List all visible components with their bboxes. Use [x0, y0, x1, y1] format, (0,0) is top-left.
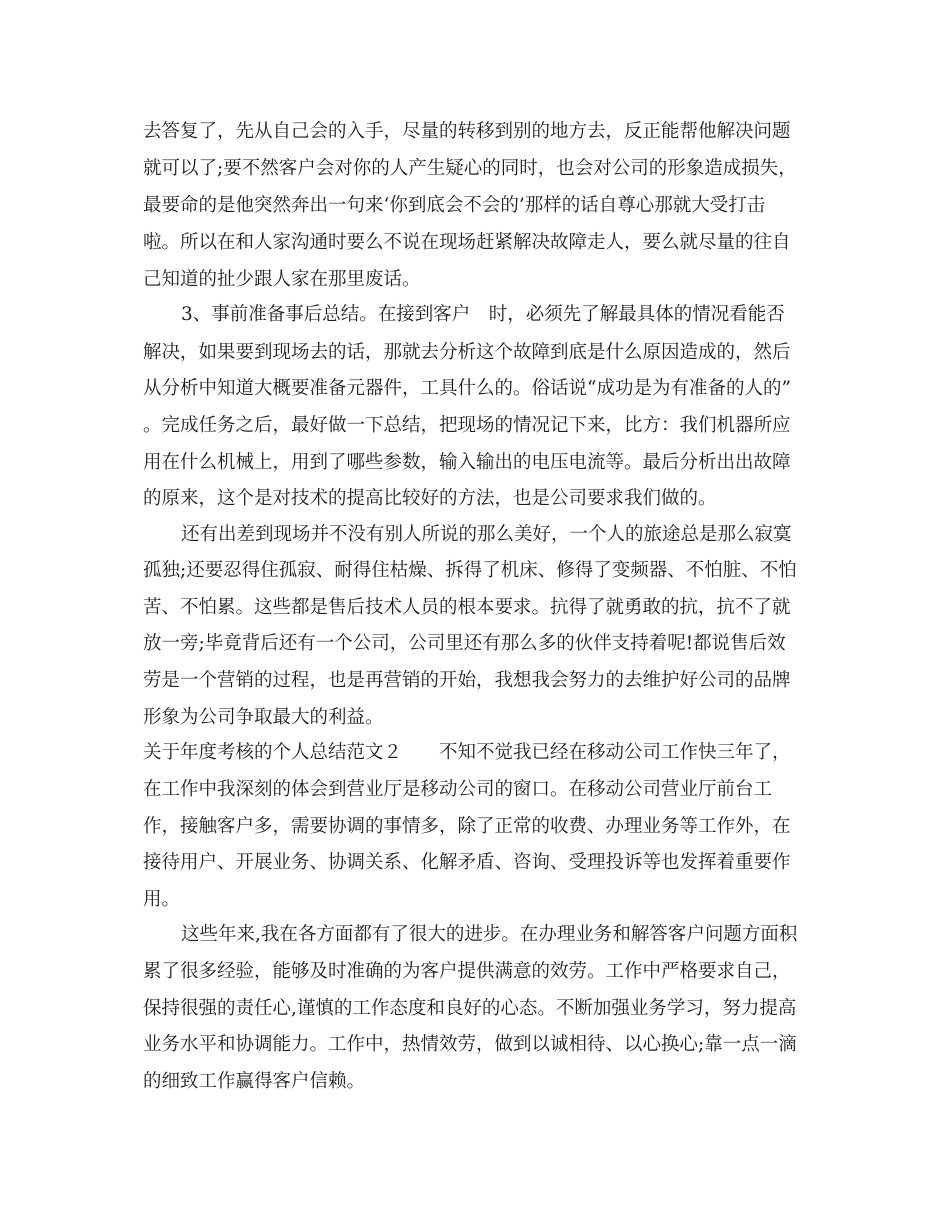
- text-line: 啦。所以在和人家沟通时要么不说在现场赶紧解决故障走人，要么就尽量的往自: [143, 232, 791, 253]
- text-line: 累了很多经验，能够及时准确的为客户提供满意的效劳。工作中严格要求自己，: [143, 961, 791, 982]
- text-line: 形象为公司争取最大的利益。: [143, 707, 384, 728]
- text-line: 孤独;还要忍得住孤寂、耐得住枯燥、拆得了机床、修得了变频器、不怕脏、不怕: [143, 560, 797, 581]
- text-line: 己知道的扯少跟人家在那里废话。: [143, 269, 421, 290]
- text-line: 劳是一个营销的过程，也是再营销的开始，我想我会努力的去维护好公司的品牌: [143, 670, 791, 691]
- text-line: 去答复了，先从自己会的入手，尽量的转移到别的地方去，反正能帮他解决问题: [143, 121, 791, 142]
- text-line: 的原来，这个是对技术的提高比较好的方法，也是公司要求我们做的。: [143, 488, 717, 509]
- paragraph-first-line: 这些年来,我在各方面都有了很大的进步。在办理业务和解答客户问题方面积: [181, 924, 798, 945]
- text-line: 用在什么机械上，用到了哪些参数，输入输出的电压电流等。最后分析出出故障: [143, 452, 791, 473]
- text-line: 放一旁;毕竟背后还有一个公司，公司里还有那么多的伙伴支持着呢!都说售后效: [143, 633, 786, 654]
- text-line: 接待用户、开展业务、协调关系、化解矛盾、咨询、受理投诉等也发挥着重要作: [143, 852, 791, 873]
- text-line: 在工作中我深刻的体会到营业厅是移动公司的窗口。在移动公司营业厅前台工: [143, 779, 773, 800]
- text-line: 苦、不怕累。这些都是售后技术人员的根本要求。抗得了就勇敢的抗，抗不了就: [143, 597, 791, 618]
- text-line: 。完成任务之后，最好做一下总结，把现场的情况记下来，比方：我们机器所应: [143, 415, 791, 436]
- section-title-line: 关于年度考核的个人总结范文２ 不知不觉我已经在移动公司工作快三年了，: [143, 742, 791, 763]
- text-line: 保持很强的责任心,谨慎的工作态度和良好的心态。不断加强业务学习，努力提高: [143, 998, 797, 1019]
- paragraph-first-line: 3、事前准备事后总结。在接到客户 时，必须先了解最具体的情况看能否: [181, 304, 785, 325]
- text-line: 的细致工作赢得客户信赖。: [143, 1071, 366, 1092]
- text-line: 业务水平和协调能力。工作中，热情效劳，做到以诚相待、以心换心;靠一点一滴: [143, 1034, 797, 1055]
- text-line: 用。: [143, 889, 181, 910]
- text-line: 解决，如果要到现场去的话，那就去分析这个故障到底是什么原因造成的，然后: [143, 342, 791, 363]
- text-line: 最要命的是他突然奔出一句来‘你到底会不会的’那样的话自尊心那就大受打击: [143, 195, 766, 216]
- paragraph-first-line: 还有出差到现场并不没有别人所说的那么美好，一个人的旅途总是那么寂寞: [181, 524, 792, 545]
- text-line: 就可以了;要不然客户会对你的人产生疑心的同时，也会对公司的形象造成损失，: [143, 158, 797, 179]
- text-line: 从分析中知道大概要准备元器件，工具什么的。俗话说“成功是为有准备的人的”: [143, 378, 791, 399]
- text-line: 作，接触客户多，需要协调的事情多，除了正常的收费、办理业务等工作外，在: [143, 816, 791, 837]
